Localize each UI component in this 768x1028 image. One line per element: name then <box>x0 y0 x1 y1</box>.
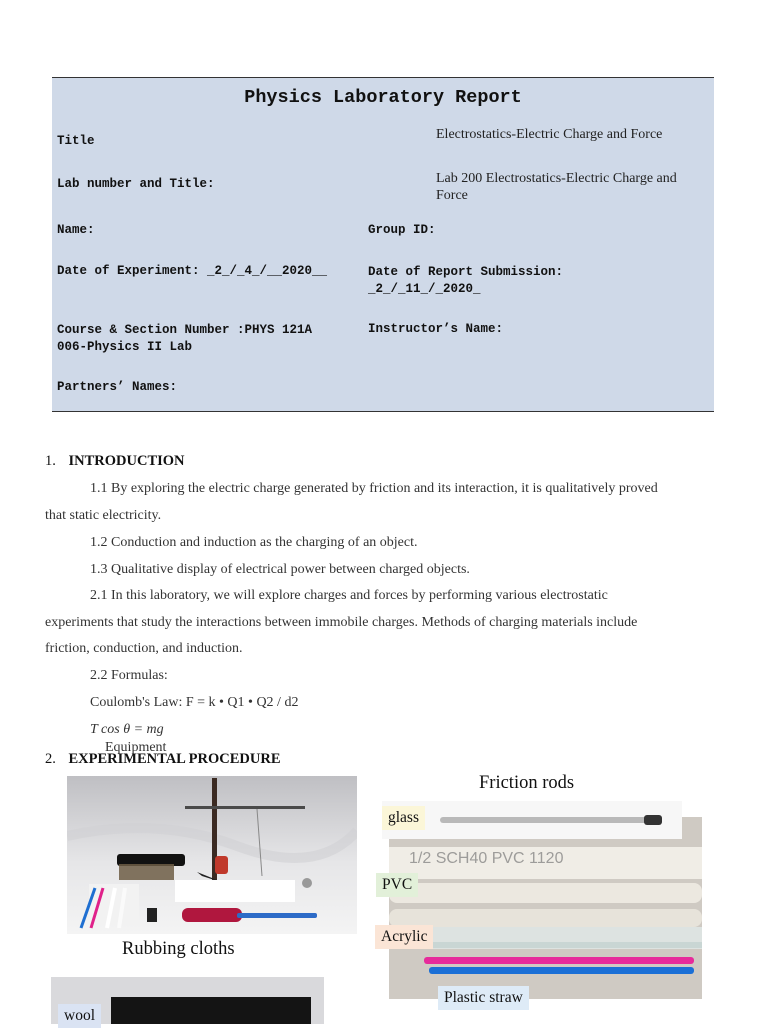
para-2-1-line2: experiments that study the interactions between immobile charges. Methods of charging materials include <box>45 615 638 630</box>
equipment-label: Equipment <box>105 740 167 755</box>
section-1-number: 1. <box>45 453 56 469</box>
report-heading: Physics Laboratory Report <box>244 87 522 108</box>
friction-rods-photo <box>389 817 702 999</box>
course-line2: 006-Physics II Lab <box>57 340 193 354</box>
para-2-1-line3: friction, conduction, and induction. <box>45 641 243 656</box>
tag-plastic-straw: Plastic straw <box>438 986 529 1010</box>
para-1-1-line1: 1.1 By exploring the electric charge generated by friction and its interaction, it is qualitatively proved <box>90 481 658 496</box>
equipment-photo-image <box>67 776 357 934</box>
title-label: Title <box>57 134 95 148</box>
para-1-1-line2: that static electricity. <box>45 508 162 523</box>
section-1-heading <box>45 453 185 470</box>
course-line1: Course & Section Number :PHYS 121A <box>57 323 313 337</box>
para-1-2: 1.2 Conduction and induction as the charging of an object. <box>90 535 418 550</box>
tag-acrylic: Acrylic <box>375 925 433 949</box>
section-2-heading <box>45 751 281 768</box>
name-label: Name: <box>57 223 95 237</box>
date-of-experiment: Date of Experiment: _2_/_4_/__2020__ <box>57 264 328 278</box>
partners-label: Partners’ Names: <box>57 380 178 394</box>
svg-text:1/2 SCH40 PVC 1120: 1/2 SCH40 PVC 1120 <box>409 850 564 867</box>
instructor-label: Instructor’s Name: <box>368 322 504 336</box>
section-2-title: EXPERIMENTAL PROCEDURE <box>68 751 281 767</box>
lab-label: Lab number and Title: <box>57 177 215 191</box>
date-submission-line2: _2_/_11_/_2020_ <box>368 282 481 296</box>
section-2-number: 2. <box>45 751 56 767</box>
para-2-1-line1: 2.1 In this laboratory, we will explore charges and forces by performing various electrostatic <box>90 588 608 603</box>
lab-value-line1: Lab 200 Electrostatics-Electric Charge and <box>436 171 677 186</box>
tag-wool: wool <box>58 1004 101 1028</box>
tension-formula: T cos θ = mg <box>90 722 164 737</box>
title-value: Electrostatics-Electric Charge and Force <box>436 127 663 142</box>
date-of-submission <box>368 264 563 298</box>
glass-rod-image <box>382 801 682 839</box>
date-submission-line1: Date of Report Submission: <box>368 265 564 279</box>
equipment-photo <box>67 776 357 934</box>
tag-glass: glass <box>382 806 425 830</box>
rubbing-cloths-caption: Rubbing cloths <box>122 939 235 959</box>
report-header-box <box>52 77 714 412</box>
friction-rods-image <box>389 817 702 999</box>
group-id-label: Group ID: <box>368 223 436 237</box>
friction-rods-caption: Friction rods <box>479 773 575 793</box>
lab-value <box>436 170 677 204</box>
glass-rod-strip <box>382 801 682 839</box>
coulomb-law: Coulomb's Law: F = k • Q1 • Q2 / d2 <box>90 695 299 710</box>
lab-value-line2: Force <box>436 188 468 203</box>
section-1-title: INTRODUCTION <box>68 453 185 469</box>
course-section <box>57 322 312 356</box>
tag-pvc: PVC <box>376 873 418 897</box>
para-1-3: 1.3 Qualitative display of electrical power between charged objects. <box>90 562 470 577</box>
formulas-label: 2.2 Formulas: <box>90 668 168 683</box>
